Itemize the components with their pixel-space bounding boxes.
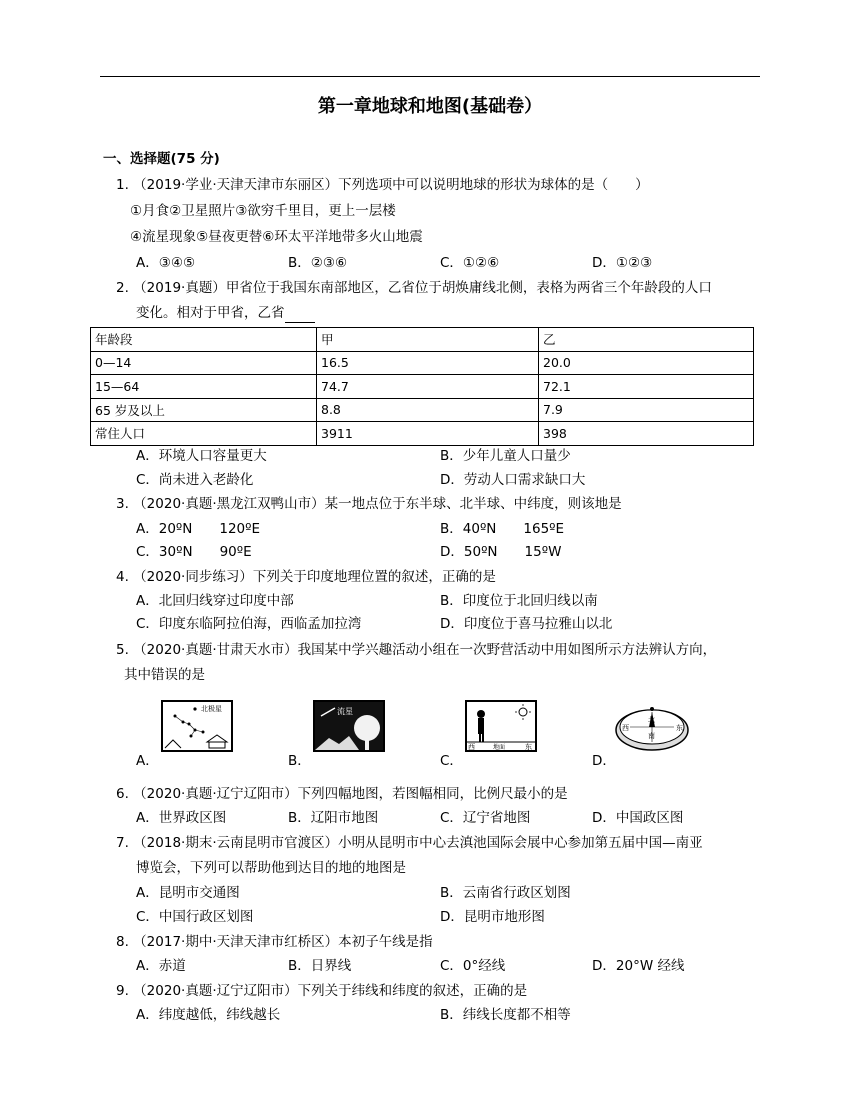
table-cell: 16.5: [317, 351, 539, 375]
q5-stem: 5. （2020·真题·甘肃天水市）我国某中学兴趣活动小组在一次野营活动中用如图所示方法辨认方向，: [116, 642, 717, 658]
shadow-figure: [465, 700, 537, 752]
q6-option-b[interactable]: B．辽阳市地图: [288, 810, 379, 826]
section-heading: 一、选择题(75 分): [103, 151, 220, 167]
table-cell: 甲: [317, 328, 539, 352]
q1-line2: ①月食②卫星照片③欲穷千里目，更上一层楼: [130, 203, 396, 219]
table-cell: 乙: [539, 328, 754, 352]
q4-option-b[interactable]: B．印度位于北回归线以南: [440, 593, 598, 609]
q1-option-b[interactable]: B．②③⑥: [288, 255, 348, 271]
q7-option-a[interactable]: A．昆明市交通图: [136, 885, 240, 901]
meteor-figure: [313, 700, 385, 752]
compass-south-label: 南: [648, 732, 655, 740]
table-cell: 15—64: [91, 375, 317, 399]
table-cell: 3911: [317, 422, 539, 446]
east-label: 东: [525, 743, 532, 750]
q8-option-b[interactable]: B．日界线: [288, 958, 352, 974]
meteor-label: 流星: [337, 707, 353, 716]
q2-stem2: 变化。相对于甲省，乙省: [136, 303, 315, 323]
q5-option-b[interactable]: B．: [288, 753, 311, 769]
table-cell: 72.1: [539, 375, 754, 399]
table-cell: 398: [539, 422, 754, 446]
q3-stem: 3. （2020·真题·黑龙江双鸭山市）某一地点位于东半球、北半球、中纬度，则该地是: [116, 496, 622, 512]
north-star-figure: [161, 700, 233, 752]
q3-option-b[interactable]: B．40ºN 165ºE: [440, 521, 565, 537]
table-row: [91, 422, 754, 446]
table-row: [91, 375, 754, 399]
q8-option-d[interactable]: D．20°W 经线: [592, 958, 685, 974]
q7-stem: 7. （2018·期末·云南昆明市官渡区）小明从昆明市中心去滇池国际会展中心参加第五届中国—南亚: [116, 835, 703, 851]
q1-option-d[interactable]: D．①②③: [592, 255, 653, 271]
compass-figure: [614, 700, 690, 754]
q6-option-a[interactable]: A．世界政区图: [136, 810, 227, 826]
q1-option-c[interactable]: C．①②⑥: [440, 255, 500, 271]
q7-option-b[interactable]: B．云南省行政区划图: [440, 885, 571, 901]
q5-option-a[interactable]: A．: [136, 753, 159, 769]
table-cell: 7.9: [539, 398, 754, 422]
q2-option-b[interactable]: B．少年儿童人口量少: [440, 448, 571, 464]
q9-option-a[interactable]: A．纬度越低，纬线越长: [136, 1007, 281, 1023]
q5-stem2: 其中错误的是: [124, 667, 205, 683]
q1-line3: ④流星现象⑤昼夜更替⑥环太平洋地带多火山地震: [130, 229, 423, 245]
page-title: 第一章地球和地图(基础卷）: [317, 96, 543, 117]
q9-stem: 9. （2020·真题·辽宁辽阳市）下列关于纬线和纬度的叙述，正确的是: [116, 983, 528, 999]
q4-stem: 4. （2020·同步练习）下列关于印度地理位置的叙述，正确的是: [116, 569, 496, 585]
q5-option-c[interactable]: C．: [440, 753, 463, 769]
q5-option-d[interactable]: D．: [592, 753, 616, 769]
ground-label: 地面: [493, 744, 506, 750]
table-cell: 0—14: [91, 351, 317, 375]
population-table: [90, 327, 754, 446]
west-label: 西: [468, 743, 475, 750]
north-star-label: 北极星: [201, 705, 222, 713]
q6-option-c[interactable]: C．辽宁省地图: [440, 810, 531, 826]
table-row: [91, 351, 754, 375]
q6-option-d[interactable]: D．中国政区图: [592, 810, 684, 826]
table-cell: 8.8: [317, 398, 539, 422]
q2-stem: 2. （2019·真题）甲省位于我国东南部地区，乙省位于胡焕庸线北侧，表格为两省三个年龄段的人口: [116, 280, 712, 296]
q1-option-a[interactable]: A．③④⑤: [136, 255, 196, 271]
q2-option-c[interactable]: C．尚未进入老龄化: [136, 472, 254, 488]
q4-option-a[interactable]: A．北回归线穿过印度中部: [136, 593, 294, 609]
q7-option-c[interactable]: C．中国行政区划图: [136, 909, 254, 925]
table-header-row: [91, 328, 754, 352]
table-cell: 65 岁及以上: [91, 398, 317, 422]
q9-option-b[interactable]: B．纬线长度都不相等: [440, 1007, 571, 1023]
q8-option-a[interactable]: A．赤道: [136, 958, 186, 974]
compass-west-label: 西: [622, 724, 629, 732]
table-row: [91, 398, 754, 422]
q8-stem: 8. （2017·期中·天津天津市红桥区）本初子午线是指: [116, 934, 433, 950]
q6-stem: 6. （2020·真题·辽宁辽阳市）下列四幅地图，若图幅相同，比例尺最小的是: [116, 786, 568, 802]
q4-option-d[interactable]: D．印度位于喜马拉雅山以北: [440, 616, 613, 632]
q3-option-d[interactable]: D．50ºN 15ºW: [440, 544, 562, 560]
q8-option-c[interactable]: C．0°经线: [440, 958, 506, 974]
q3-option-a[interactable]: A．20ºN 120ºE: [136, 521, 261, 537]
q7-stem2: 博览会，下列可以帮助他到达目的地的地图是: [136, 860, 406, 876]
q2-option-a[interactable]: A．环境人口容量更大: [136, 448, 267, 464]
table-cell: 74.7: [317, 375, 539, 399]
table-cell: 年龄段: [91, 328, 317, 352]
answer-blank: [285, 308, 315, 323]
table-cell: 常住人口: [91, 422, 317, 446]
q3-option-c[interactable]: C．30ºN 90ºE: [136, 544, 252, 560]
q1-stem: 1. （2019·学业·天津天津市东丽区）下列选项中可以说明地球的形状为球体的是（ ）: [116, 177, 649, 193]
compass-east-label: 东: [676, 724, 683, 732]
q7-option-d[interactable]: D．昆明市地形图: [440, 909, 545, 925]
table-cell: 20.0: [539, 351, 754, 375]
compass-north-label: 北: [648, 716, 655, 724]
q4-option-c[interactable]: C．印度东临阿拉伯海，西临孟加拉湾: [136, 616, 362, 632]
q2-option-d[interactable]: D．劳动人口需求缺口大: [440, 472, 586, 488]
top-rule: [100, 76, 760, 77]
